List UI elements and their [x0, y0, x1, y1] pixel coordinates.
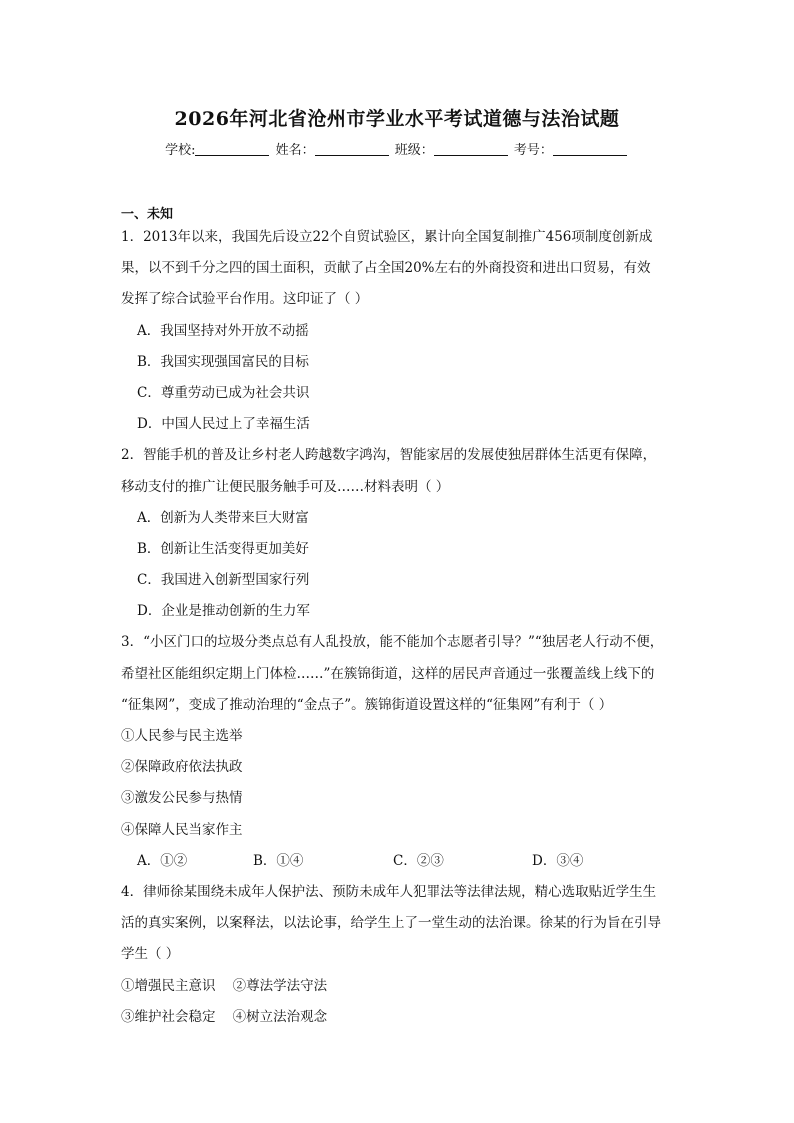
exam-number-blank[interactable]: [553, 142, 627, 156]
statement-item: ④保障人民当家作主: [121, 821, 243, 838]
option-b: B．我国实现强国富民的目标: [137, 353, 309, 370]
statement-item: ①人民参与民主选举: [121, 728, 243, 744]
statement-item: ①增强民主意识 ②尊法学法守法: [121, 977, 328, 994]
option-d: D．中国人民过上了幸福生活: [137, 416, 310, 433]
questions: [121, 222, 675, 1033]
option-a: A．我国坚持对外开放不动摇: [137, 322, 309, 339]
student-info-row: [0, 139, 794, 158]
question-1: [121, 222, 675, 440]
name-blank[interactable]: [315, 142, 389, 156]
question-stem-line: 果，以不到千分之四的国土面积，贡献了占全国20%左右的外商投资和进出口贸易，有效: [121, 260, 651, 277]
option-a: A．创新为人类带来巨大财富: [137, 509, 309, 526]
option-c: C．我国进入创新型国家行列: [137, 572, 310, 589]
question-3: [121, 627, 675, 877]
question-2: [121, 440, 675, 627]
option-d: D．企业是推动创新的生力军: [137, 603, 310, 620]
page-title: 2026年河北省沧州市学业水平考试道德与法治试题: [174, 108, 620, 130]
question-4: [121, 877, 675, 1033]
option-c: C．尊重劳动已成为社会共识: [137, 384, 310, 401]
school-blank[interactable]: [195, 142, 269, 156]
question-stem-line: 活的真实案例，以案释法，以法论事，给学生上了一堂生动的法治课。徐某的行为旨在引导: [121, 915, 661, 932]
question-stem-line: 移动支付的推广让便民服务触手可及……材料表明（ ）: [121, 478, 450, 495]
option-b: B．创新让生活变得更加美好: [137, 540, 309, 557]
question-stem-line: 希望社区能组织定期上门体检……”在簇锦街道，这样的居民声音通过一张覆盖线上线下的: [121, 665, 655, 682]
question-stem-line: 3．“小区门口的垃圾分类点总有人乱投放，能不能加个志愿者引导？”“独居老人行动不便，: [121, 634, 664, 651]
question-stem-line: 发挥了综合试验平台作用。这印证了（ ）: [121, 291, 369, 308]
class-blank[interactable]: [434, 142, 508, 156]
option-a: A．①②: [137, 852, 188, 869]
option-d: D．③④: [532, 852, 584, 869]
name-label: 姓名：: [275, 143, 315, 158]
question-stem-line: 学生（ ）: [121, 946, 180, 963]
exam-number-label: 考号：: [513, 143, 553, 158]
section-heading: 一、未知: [121, 207, 174, 222]
class-label: 班级：: [394, 143, 434, 158]
statement-item: ②保障政府依法执政: [121, 759, 243, 776]
statement-item: ③激发公民参与热情: [121, 790, 243, 807]
school-label: 学校:: [165, 143, 196, 158]
choice-row: [121, 846, 675, 877]
question-stem-line: “征集网”，变成了推动治理的“金点子”。簇锦街道设置这样的“征集网”有利于（ ）: [121, 696, 613, 713]
option-c: C．②③: [393, 852, 444, 869]
question-stem-line: 1．2013年以来，我国先后设立22个自贸试验区，累计向全国复制推广456项制度创新成: [121, 229, 653, 245]
statement-item: ③维护社会稳定 ④树立法治观念: [121, 1008, 328, 1025]
question-stem-line: 2．智能手机的普及让乡村老人跨越数字鸿沟，智能家居的发展使独居群体生活更有保障，: [121, 447, 657, 464]
question-stem-line: 4．律师徐某围绕未成年人保护法、预防未成年人犯罪法等法律法规，精心选取贴近学生生: [121, 883, 657, 900]
option-b: B．①④: [253, 852, 304, 869]
